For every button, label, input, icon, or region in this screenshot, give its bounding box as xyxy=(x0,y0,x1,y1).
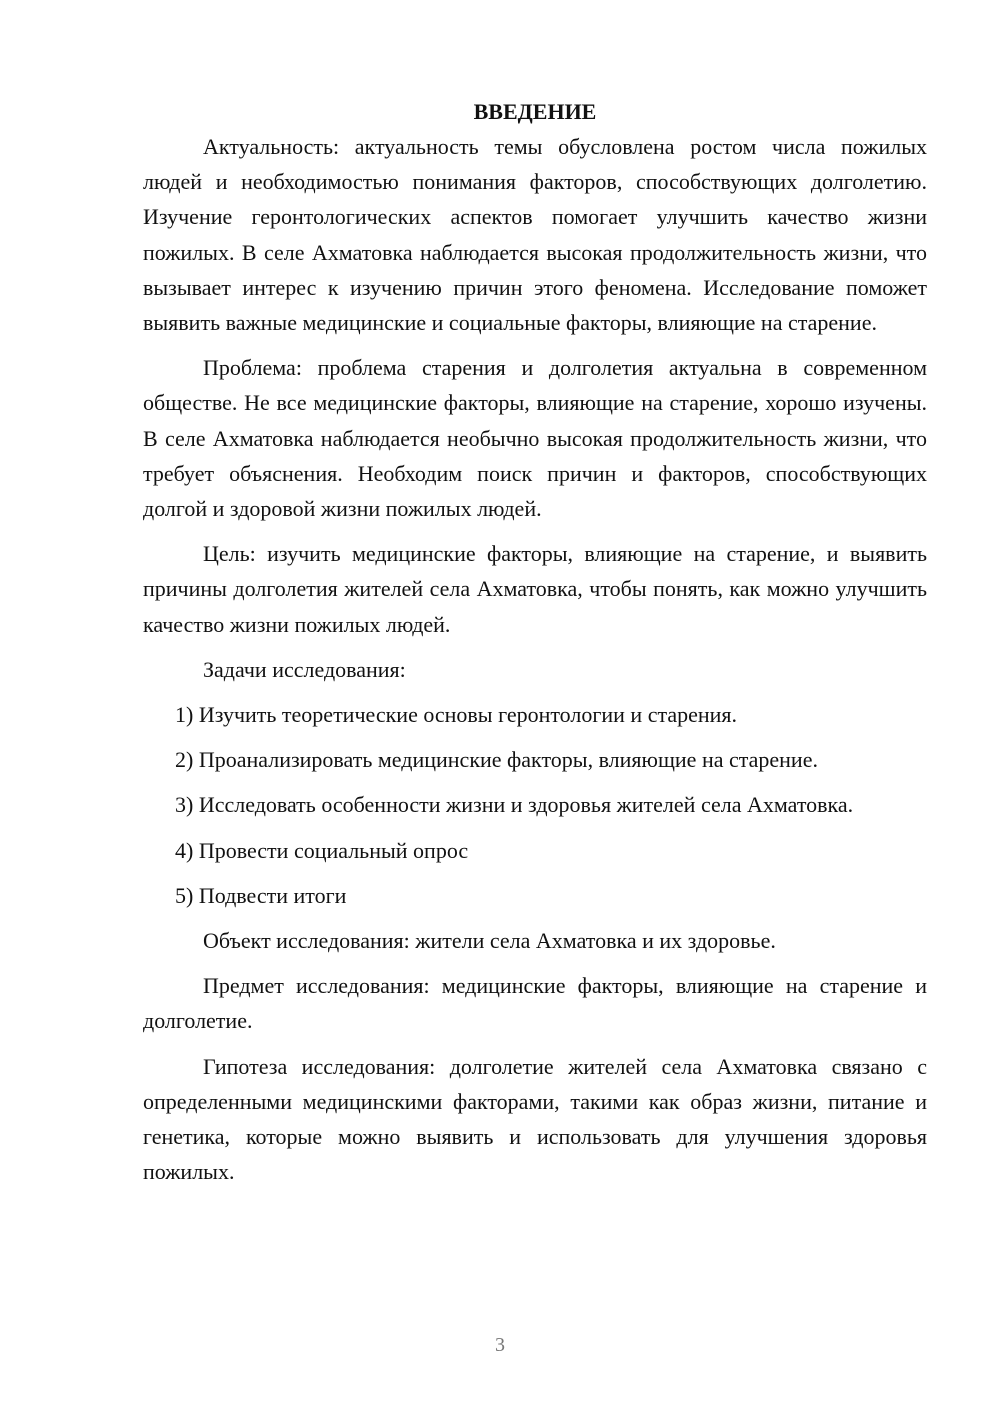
task-item-4: 4) Провести социальный опрос xyxy=(175,837,469,863)
paragraph-hypothesis: Гипотеза исследования: долголетие жителей села Ахматовка связано с определенными медицинскими факторами, такими как образ жизни, питание и генетика, которые можно выявить и использовать для улучшения здоровья пожилых. xyxy=(143,1053,927,1185)
tasks-heading: Задачи исследования: xyxy=(203,656,406,682)
page-content xyxy=(143,94,927,1199)
section-title: ВВЕДЕНИЕ xyxy=(473,99,597,124)
task-item-5: 5) Подвести итоги xyxy=(175,882,347,908)
task-item-1: 1) Изучить теоретические основы геронтологии и старения. xyxy=(175,702,738,728)
paragraph-relevance: Актуальность: актуальность темы обусловлена ростом числа пожилых людей и необходимостью понимания факторов, способствующих долголетию. Изучение геронтологических аспектов помогает улучшить качество жизни пожилых. В селе Ахматовка наблюдается высокая продолжительность жизни, что вызывает интерес к изучению причин этого феномена. Исследование поможет выявить важные медицинские и социальные факторы, влияющие на старение. xyxy=(143,134,927,336)
paragraph-subject: Предмет исследования: медицинские факторы, влияющие на старение и долголетие. xyxy=(143,973,927,1034)
paragraph-problem: Проблема: проблема старения и долголетия актуальна в современном обществе. Не все медицинские факторы, влияющие на старение, хорошо изучены. В селе Ахматовка наблюдается необычно высокая продолжительность жизни, что требует объяснения. Необходим поиск причин и факторов, способствующих долгой и здоровой жизни пожилых людей. xyxy=(143,355,927,522)
paragraph-goal: Цель: изучить медицинские факторы, влияющие на старение, и выявить причины долголетия жителей села Ахматовка, чтобы понять, как можно улучшить качество жизни пожилых людей. xyxy=(143,541,927,637)
task-item-2: 2) Проанализировать медицинские факторы, влияющие на старение. xyxy=(175,747,818,773)
page-number: 3 xyxy=(495,1334,505,1356)
task-item-3: 3) Исследовать особенности жизни и здоровья жителей села Ахматовка. xyxy=(175,792,854,818)
paragraph-object: Объект исследования: жители села Ахматовка и их здоровье. xyxy=(203,928,776,954)
